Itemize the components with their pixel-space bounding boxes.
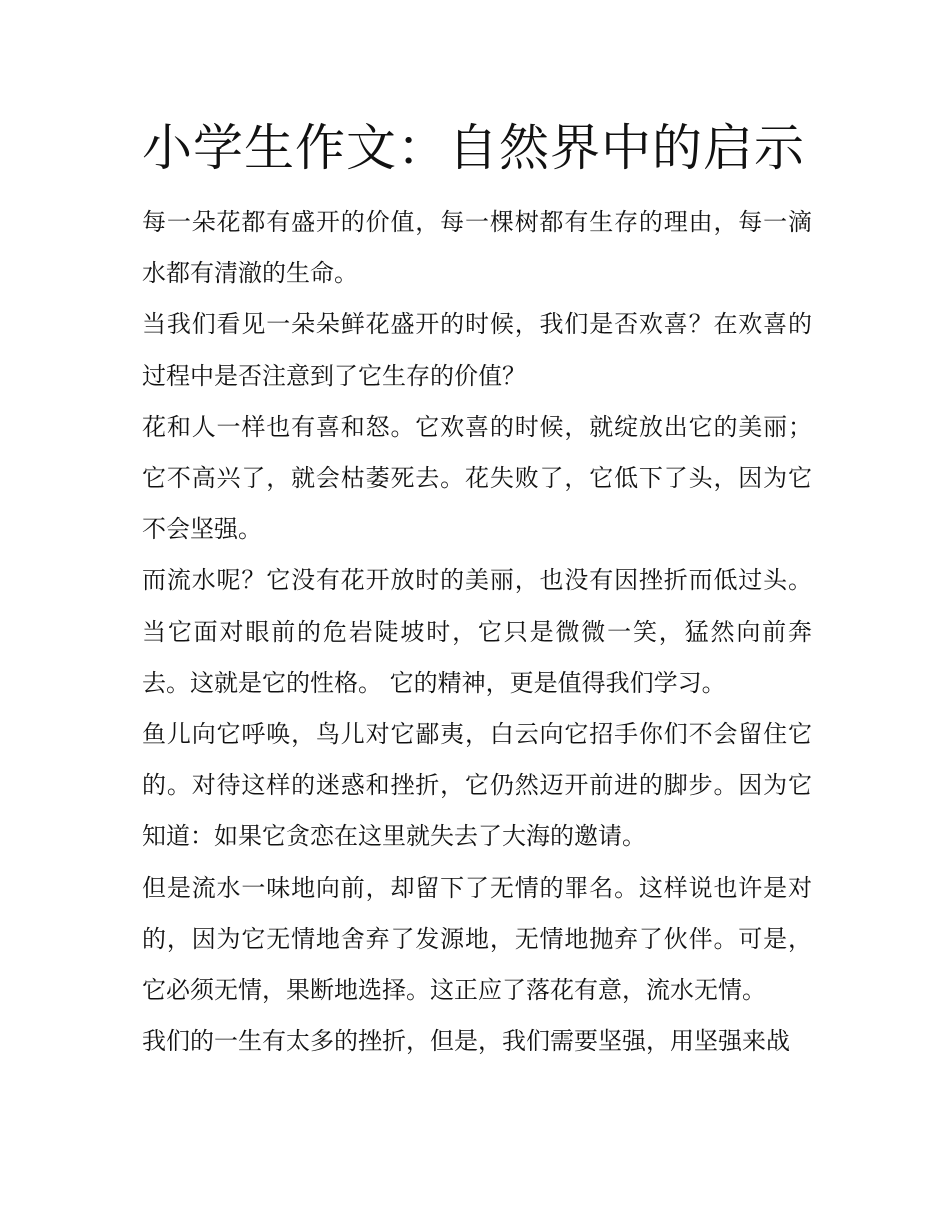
page-title: 小学生作文：自然界中的启示 [142,119,805,177]
paragraph-1: 每一朵花都有盛开的价值，每一棵树都有生存的理由，每一滴水都有清澈的生命。 [142,208,812,288]
essay-body [142,197,812,1067]
paragraph-7: 我们的一生有太多的挫折，但是，我们需要坚强，用坚强来战 [142,1027,790,1056]
paragraph-2: 当我们看见一朵朵鲜花盛开的时候，我们是否欢喜？在欢喜的过程中是否注意到了它生存的价值？ [142,310,812,390]
paragraph-5: 鱼儿向它呼唤，鸟儿对它鄙夷，白云向它招手你们不会留住它的。对待这样的迷惑和挫折，它仍然迈开前进的脚步。因为它知道：如果它贪恋在这里就失去了大海的邀请。 [142,720,812,851]
paragraph-4: 而流水呢？它没有花开放时的美丽，也没有因挫折而低过头。当它面对眼前的危岩陡坡时，它只是微微一笑，猛然向前奔去。这就是它的性格。 它的精神，更是值得我们学习。 [142,566,812,697]
paragraph-3: 花和人一样也有喜和怒。它欢喜的时候，就绽放出它的美丽；它不高兴了，就会枯萎死去。花失败了，它低下了头，因为它不会坚强。 [142,412,812,544]
paragraph-6: 但是流水一味地向前，却留下了无情的罪名。这样说也许是对的，因为它无情地舍弃了发源地，无情地抛弃了伙伴。可是，它必须无情，果断地选择。这正应了落花有意，流水无情。 [142,873,812,1005]
